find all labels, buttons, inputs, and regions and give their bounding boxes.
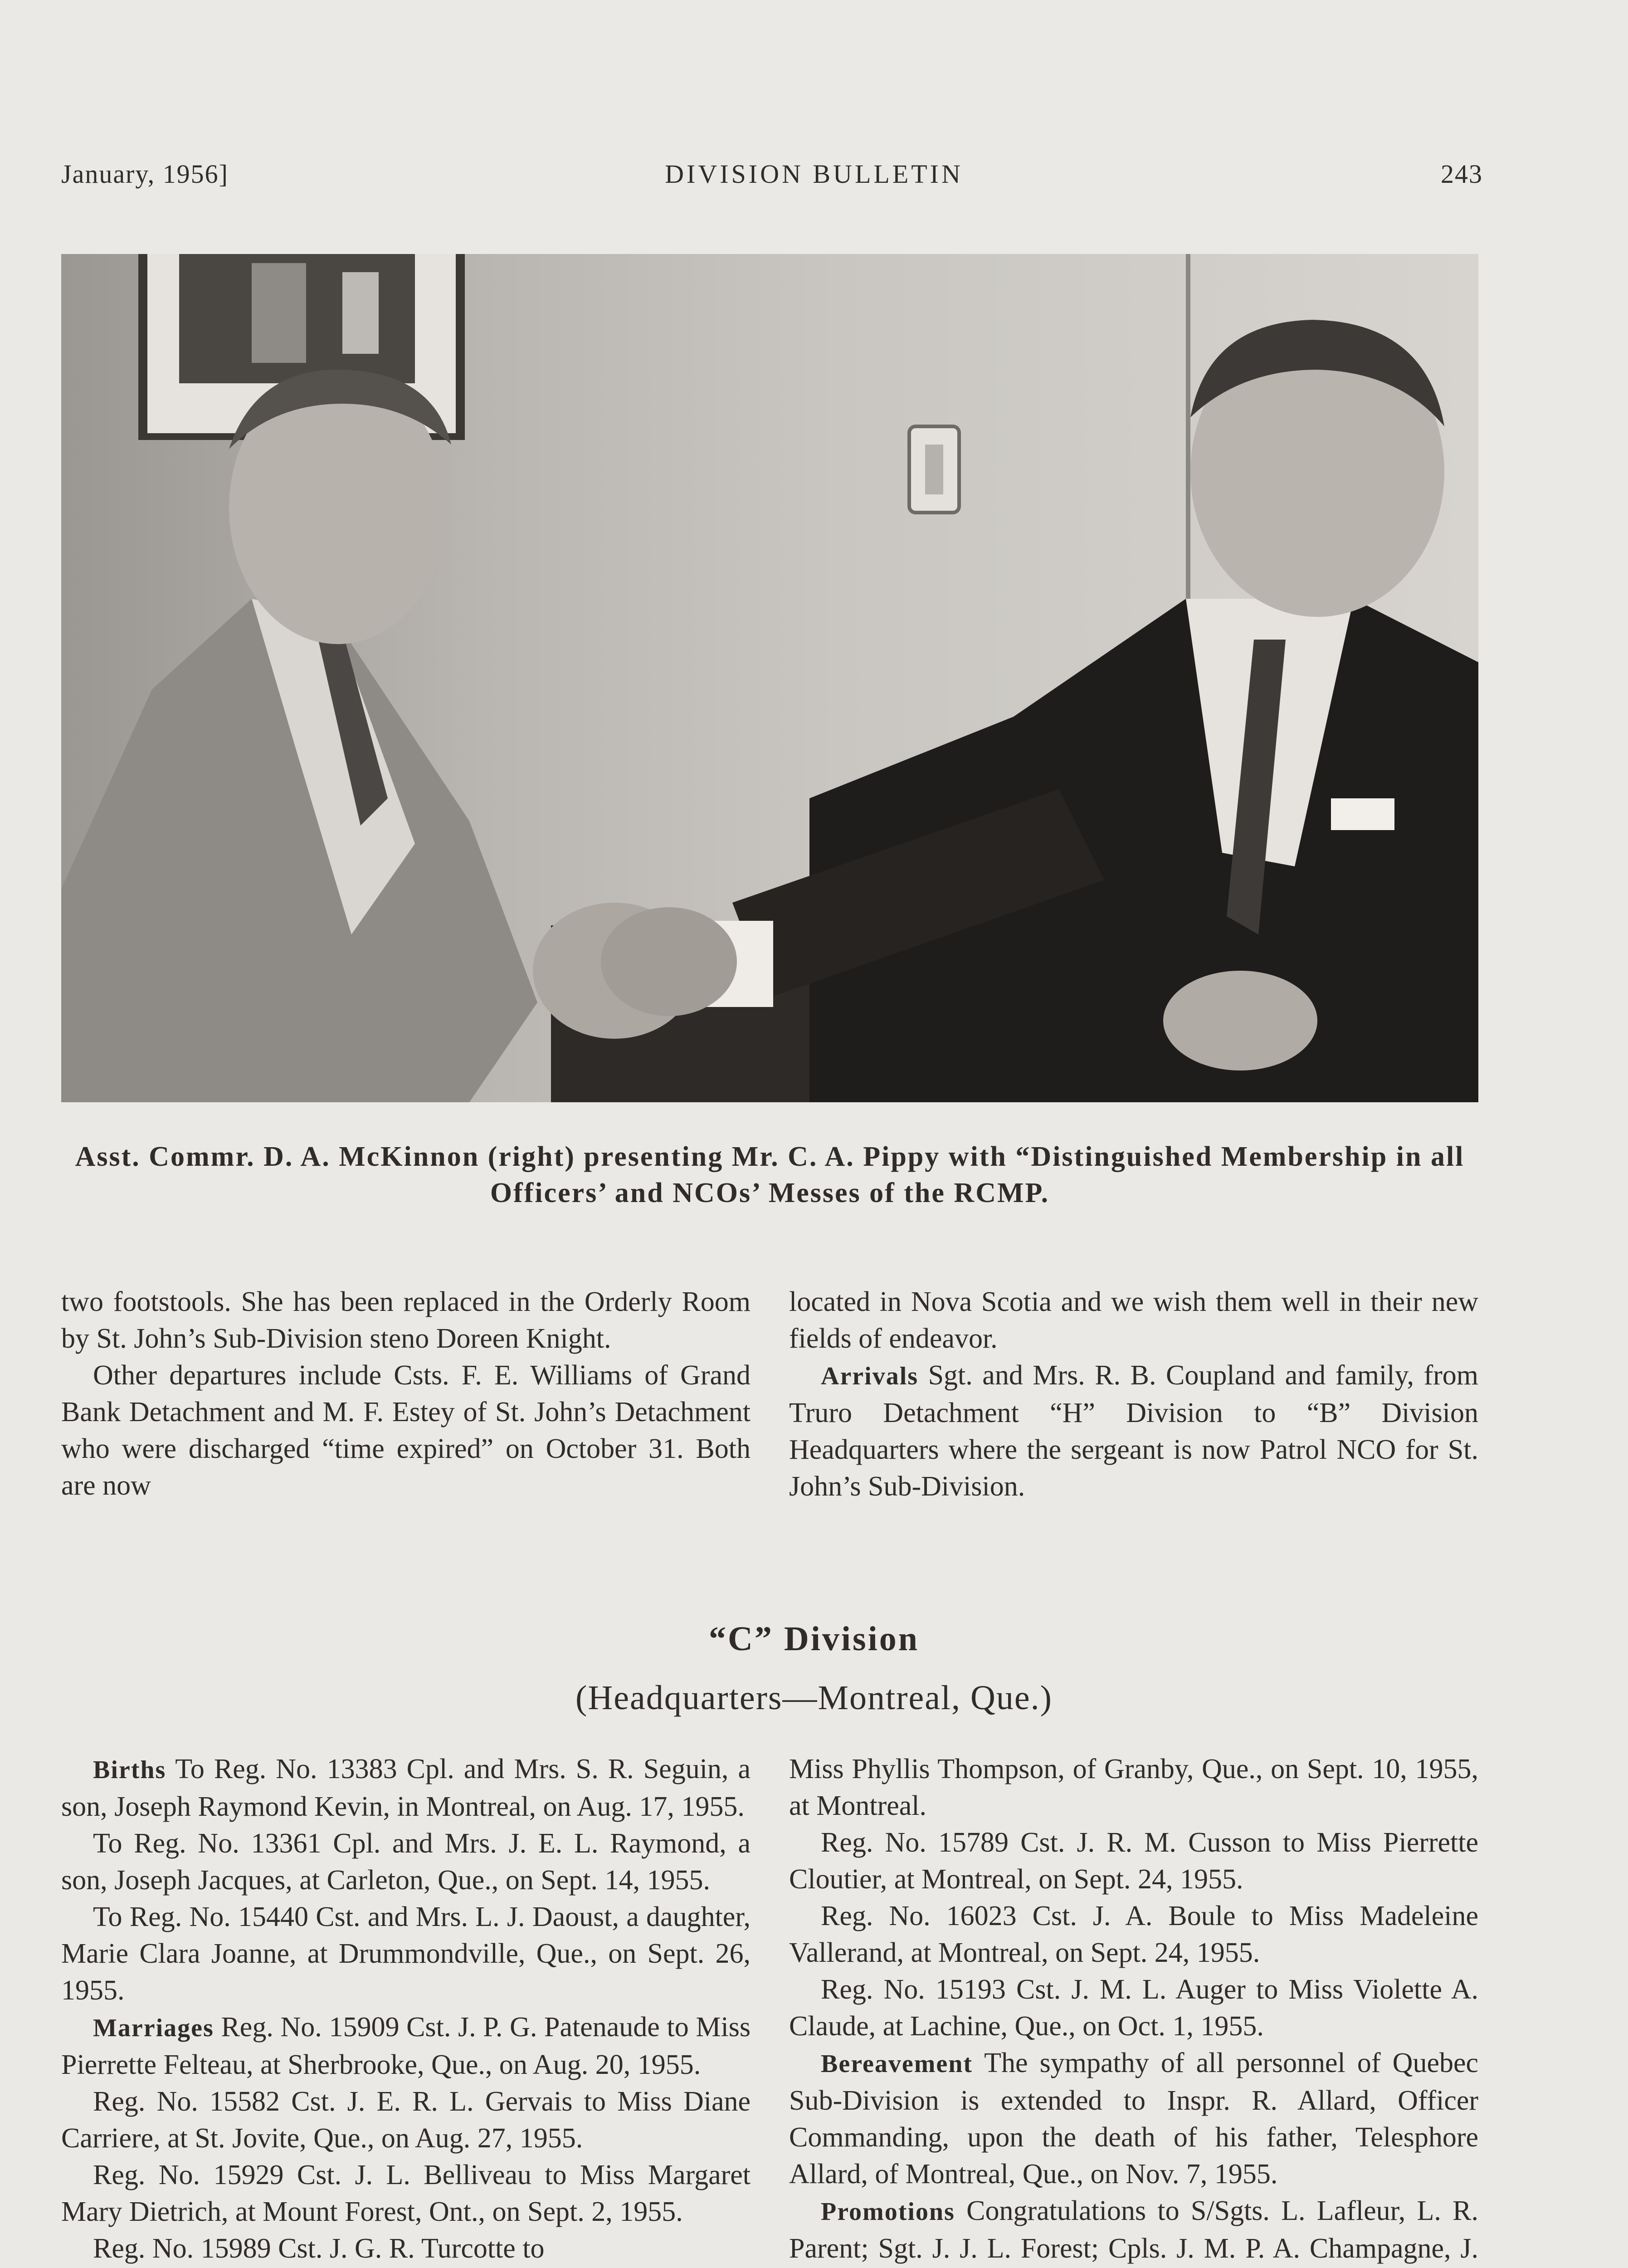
photo-caption: Asst. Commr. D. A. McKinnon (right) presenting Mr. C. A. Pippy with “Distinguished Membership in all Officers’ and NCOs’ Messes of the RCMP.	[75, 1141, 1465, 1208]
paragraph-births	[61, 1751, 751, 1825]
paragraph: To Reg. No. 13361 Cpl. and Mrs. J. E. L. Raymond, a son, Joseph Jacques, at Carleton, Que., on Sept. 14, 1955.	[61, 1828, 751, 1896]
paragraph: To Reg. No. 15440 Cst. and Mrs. L. J. Daoust, a daughter, Marie Clara Joanne, at Drummondville, Que., on Sept. 26, 1955.	[61, 1901, 751, 2006]
paragraph-marriages	[61, 2009, 751, 2083]
run-in-heading: Bereavement	[821, 2050, 973, 2078]
bottom-right-column	[789, 1751, 1478, 2268]
paragraph-text: Reg. No. 15909 Cst. J. P. G. Patenaude to Miss Pierrette Felteau, at Sherbrooke, Que., on Aug. 20, 1955.	[61, 2012, 751, 2080]
paragraph-text: Sgt. and Mrs. R. B. Coupland and family, from Truro Detachment “H” Division to “B” Division Headquarters where the sergeant is now Patrol NCO for St. John’s Sub-Division.	[789, 1360, 1478, 1502]
paragraph: Miss Phyllis Thompson, of Granby, Que., on Sept. 10, 1955, at Montreal.	[789, 1754, 1478, 1821]
paragraph-bereavement	[789, 2045, 1478, 2193]
paragraph: Reg. No. 15989 Cst. J. G. R. Turcotte to	[93, 2233, 545, 2264]
paragraph: located in Nova Scotia and we wish them well in their new fields of endeavor.	[789, 1286, 1478, 1354]
running-header-title: DIVISION BULLETIN	[665, 159, 963, 189]
paragraph-promotions	[789, 2193, 1478, 2268]
paragraph: Other departures include Csts. F. E. Williams of Grand Bank Detachment and M. F. Estey of St. John’s Detachment who were discharged “time expired” on October 31. Both are now	[61, 1360, 751, 1501]
paragraph: Reg. No. 15929 Cst. J. L. Belliveau to Miss Margaret Mary Dietrich, at Mount Forest, Ont., on Sept. 2, 1955.	[61, 2160, 751, 2227]
top-left-column	[61, 1284, 751, 1504]
page-number: 243	[1441, 159, 1483, 189]
run-in-heading: Promotions	[821, 2198, 955, 2226]
run-in-heading: Marriages	[93, 2014, 214, 2042]
paragraph: Reg. No. 15582 Cst. J. E. R. L. Gervais to Miss Diane Carriere, at St. Jovite, Que., on Aug. 27, 1955.	[61, 2086, 751, 2154]
paragraph-text: The sympathy of all personnel of Quebec Sub-Division is extended to Inspr. R. Allard, Officer Commanding, upon the death of his father, Telesphore Allard, of Montreal, Que., on Nov. 7, 1955.	[789, 2048, 1478, 2190]
running-header-date: January, 1956]	[61, 159, 229, 189]
section-title: “C” Division	[709, 1620, 919, 1658]
paragraph: Reg. No. 15193 Cst. J. M. L. Auger to Miss Violette A. Claude, at Lachine, Que., on Oct. 1, 1955.	[789, 1974, 1478, 2042]
paragraph: Reg. No. 16023 Cst. J. A. Boule to Miss Madeleine Vallerand, at Montreal, on Sept. 24, 1955.	[789, 1901, 1478, 1968]
top-right-column	[789, 1284, 1478, 1505]
run-in-heading: Arrivals	[821, 1362, 919, 1390]
run-in-heading: Births	[93, 1756, 166, 1784]
section-subtitle: (Headquarters—Montreal, Que.)	[575, 1679, 1053, 1717]
paragraph-text: To Reg. No. 13383 Cpl. and Mrs. S. R. Seguin, a son, Joseph Raymond Kevin, in Montreal, on Aug. 17, 1955.	[61, 1754, 751, 1822]
handshake-photo	[61, 254, 1478, 1102]
paragraph: Reg. No. 15789 Cst. J. R. M. Cusson to Miss Pierrette Cloutier, at Montreal, on Sept. 24, 1955.	[789, 1827, 1478, 1895]
paragraph-arrivals	[789, 1357, 1478, 1505]
paragraph: two footstools. She has been replaced in the Orderly Room by St. John’s Sub-Division steno Doreen Knight.	[61, 1286, 751, 1354]
paragraph-text: Congratulations to S/Sgts. L. Lafleur, L. R. Parent; Sgt. J. J. L. Forest; Cpls. J. M. P. A. Champagne, J.	[789, 2195, 1478, 2264]
bottom-left-column	[61, 1751, 751, 2267]
